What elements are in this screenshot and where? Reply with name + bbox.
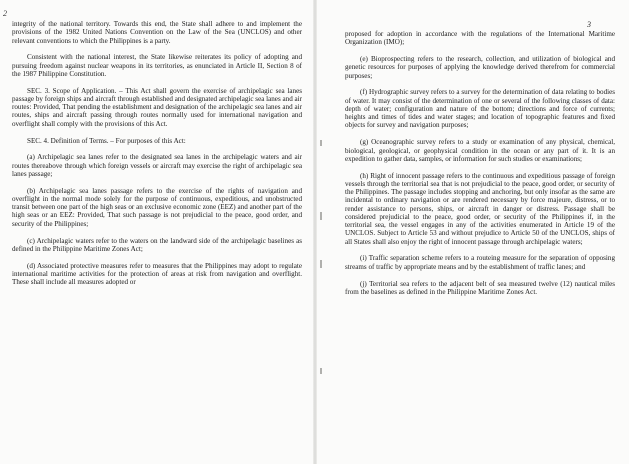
- definition-a-archipelagic-sea-lanes: (a) Archipelagic sea lanes refer to the designated sea lanes in the archipelagic waters and air routes thereabove through which foreign vessels or aircraft may exercise the right of archipelagic sea lanes passage;: [12, 153, 302, 178]
- right-page-text: [345, 30, 615, 296]
- right-page: [317, 0, 629, 464]
- definition-g-oceanographic-survey: (g) Oceanographic survey refers to a study or examination of any physical, chemical, biological, geological, or geophysical condition in the ocean or any part of it. It is an expedition to gather data, samples, or information for such studies or examinations;: [345, 138, 615, 163]
- margin-mark: [320, 212, 322, 220]
- definition-i-traffic-separation-scheme: (i) Traffic separation scheme refers to a routeing measure for the separation of opposing streams of traffic by appropriate means and by the establishment of traffic lanes; and: [345, 254, 615, 271]
- definition-f-hydrographic-survey: (f) Hydrographic survey refers to a survey for the determination of data relating to bodies of water. It may consist of the determination of one or several of the following classes of data: depth of water; configuration and nature of the bottom; directions and force of currents; heights and times of tides and water stages; and location of topographic features and fixed objects for survey and navigation purposes;: [345, 88, 615, 130]
- definition-h-right-of-innocent-passage: (h) Right of innocent passage refers to the continuous and expeditious passage of foreign vessels through the territorial sea that is not prejudicial to the peace, good order, or security of the Philippines. The passage includes stopping and anchoring, but only insofar as the same are incidental to ordinary navigation or are rendered necessary by force majeure, distress, or to render assistance to persons, ships, or aircraft in danger or distress. Passage shall be considered prejudicial to the peace, good order, or security of the Philippines if, in the territorial sea, the vessel engages in any of the activities enumerated in Article 19 of the UNCLOS. Subject to Article 53 and without prejudice to Article 50 of the UNCLOS, ships of all States shall also enjoy the right of innocent passage through archipelagic waters;: [345, 171, 615, 246]
- definition-d-associated-protective-measures: (d) Associated protective measures refer to measures that the Philippines may adopt to regulate international maritime activities for the protection of areas at risk from navigation and overflight. These shall include all measures adopted or: [12, 261, 302, 287]
- margin-mark: [320, 368, 322, 374]
- definition-e-bioprospecting: (e) Bioprospecting refers to the research, collection, and utilization of biological and genetic resources for purposes of applying the knowledge derived therefrom for commercial purposes;: [345, 55, 615, 80]
- left-page-text: [12, 20, 302, 286]
- page-number-right: 3: [587, 20, 591, 29]
- paragraph-imo-continuation: proposed for adoption in accordance with the regulations of the International Maritime Organization (IMO);: [345, 30, 615, 47]
- paragraph-nuclear-policy: Consistent with the national interest, the State likewise reiterates its policy of adopting and pursuing freedom against nuclear weapons in its territories, as enunciated in Article II, Section 8 of the 1987 Philippine Constitution.: [12, 53, 302, 78]
- page-number-left: 2: [3, 9, 7, 18]
- margin-mark: [320, 140, 322, 146]
- left-page: [0, 0, 313, 464]
- definition-c-archipelagic-waters: (c) Archipelagic waters refer to the waters on the landward side of the archipelagic baselines as defined in the Philippine Maritime Zones Act;: [12, 236, 302, 253]
- definition-j-territorial-sea: (j) Territorial sea refers to the adjacent belt of sea measured twelve (12) nautical miles from the baselines as defined in the Philippine Maritime Zones Act.: [345, 279, 615, 296]
- margin-mark: [320, 260, 322, 268]
- paragraph-sec3-scope: SEC. 3. Scope of Application. – This Act shall govern the exercise of archipelagic sea lanes passage by foreign ships and aircraft through established and designated archipelagic sea lanes and air routes: Provided, That pending the establishment and designation of the archipelagic sea lanes and air routes, ships and aircraft passing through routes normally used for international navigation and overflight shall comply with the provisions of this Act.: [12, 86, 302, 128]
- definition-b-archipelagic-sea-lanes-passage: (b) Archipelagic sea lanes passage refers to the exercise of the rights of navigation and overflight in the normal mode solely for the purpose of continuous, expeditious, and unobstructed transit between one part of the high seas or an exclusive economic zone (EEZ) and another part of the high seas or an EEZ: Provided, That such passage is not prejudicial to the peace, good order, and security of the Philippines;: [12, 186, 302, 228]
- paragraph-integrity: integrity of the national territory. Towards this end, the State shall adhere to and implement the provisions of the 1982 United Nations Convention on the Law of the Sea (UNCLOS) and other relevant conventions to which the Philippines is a party.: [12, 20, 302, 45]
- paragraph-sec4-definitions: SEC. 4. Definition of Terms. – For purposes of this Act:: [27, 136, 186, 145]
